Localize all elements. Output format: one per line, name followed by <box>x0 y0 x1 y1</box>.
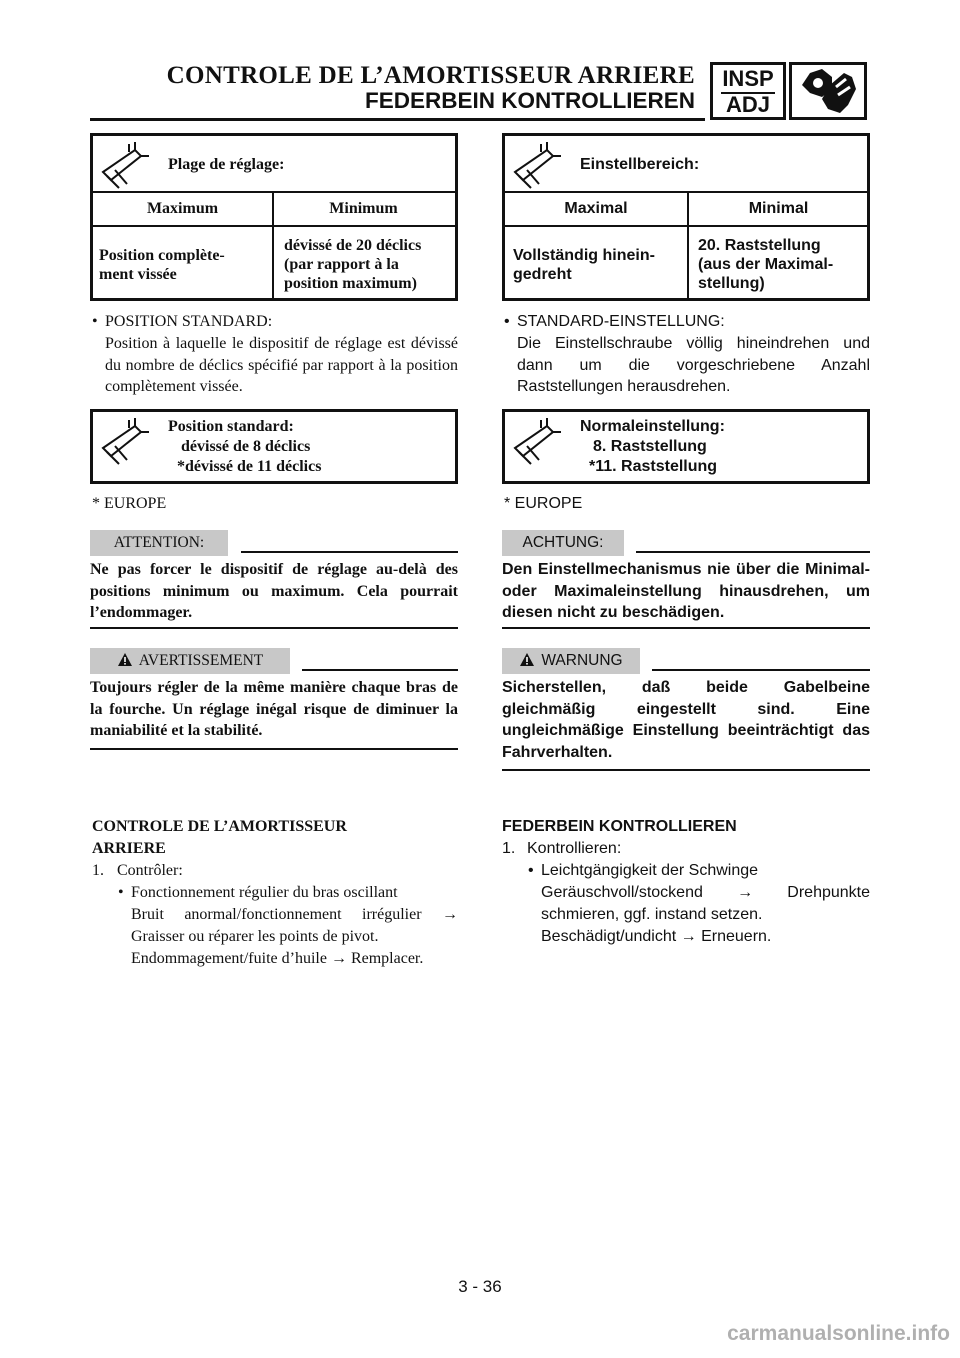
warning-label-fr <box>90 648 290 674</box>
max-value-de: Vollständig hinein- gedreht <box>513 247 655 283</box>
warning-icon <box>519 652 535 667</box>
min-value-de: 20. Raststellung (aus der Maximal- stellung) <box>698 237 834 292</box>
step-label-fr: Contrôler: <box>117 862 183 879</box>
step-num-fr: 1. <box>92 862 104 879</box>
item-line2-fr: Bruit anormal/fonctionnement irrégulier → <box>131 906 458 923</box>
caliper-icon <box>99 142 153 192</box>
col-max-fr: Maximum <box>146 200 219 217</box>
badge-line-insp: INSP <box>722 66 774 91</box>
standard-bullet-fr: • <box>92 313 98 330</box>
standard-box-title-de: Normaleinstellung: <box>580 418 725 435</box>
warning-label-de-text: WARNUNG <box>541 652 623 669</box>
badge-line-adj: ADJ <box>725 92 770 117</box>
spec-title-de: Einstellbereich: <box>580 156 700 173</box>
item-line2-de: Geräuschvoll/stockend → Drehpunkte <box>541 884 870 901</box>
item-head-fr: Fonctionnement régulier du bras oscillant <box>131 884 398 901</box>
col-max-de: Maximal <box>564 200 628 217</box>
standard-box-fr <box>90 409 458 484</box>
page-title-de: FEDERBEIN KONTROLLIEREN <box>364 88 695 113</box>
item-line4-fr: Endommagement/fuite d’huile → Remplacer. <box>131 950 424 967</box>
page-title-fr: CONTROLE DE L’AMORTISSEUR ARRIERE <box>166 62 695 89</box>
standard-box-line2-fr: *dévissé de 11 déclics <box>177 458 322 475</box>
page-number: 3 - 36 <box>458 1277 502 1296</box>
standard-bullet-de: • <box>504 313 510 330</box>
section-title-fr-2: ARRIERE <box>92 840 166 857</box>
warning-icon <box>117 652 133 667</box>
standard-text-fr: Position à laquelle le dispositif de réglage est dévissé du nombre de déclics spécifié par rapport à la position complètement vissée. <box>105 335 458 396</box>
europe-note-fr: * EUROPE <box>92 495 167 512</box>
min-value-fr: dévissé de 20 déclics (par rapport à la position maximum) <box>284 237 422 292</box>
item-line4-de: Beschädigt/undicht → Erneuern. <box>541 928 772 945</box>
section-title-de: FEDERBEIN KONTROLLIEREN <box>502 818 737 835</box>
step-label-de: Kontrollieren: <box>527 840 622 857</box>
caution-text-fr: Ne pas forcer le dispositif de réglage au-delà des positions minimum ou maximum. Cela pourrait l’endommager. <box>90 561 458 621</box>
caution-label-de: ACHTUNG: <box>502 530 624 556</box>
item-bullet-de: • <box>528 862 534 879</box>
col-min-fr: Minimum <box>329 200 398 217</box>
max-value-fr: Position complète- ment vissée <box>99 247 225 283</box>
col-min-de: Minimal <box>748 200 809 217</box>
standard-box-title-fr: Position standard: <box>168 418 294 435</box>
standard-box-line1-fr: dévissé de 8 déclics <box>181 438 311 455</box>
item-line3-fr: Graisser ou réparer les points de pivot. <box>131 928 379 945</box>
item-line3-de: schmieren, ggf. instand setzen. <box>541 906 763 923</box>
insp-adj-badge <box>710 62 786 120</box>
caution-label-fr: ATTENTION: <box>90 530 228 556</box>
warning-text-fr: Toujours régler de la même manière chaque bras de la fourche. Un réglage inégal risque de diminuer la maniabilité et la stabilité. <box>90 679 458 739</box>
standard-box-de <box>502 409 870 484</box>
watermark: carmanualsonline.info <box>727 1322 950 1345</box>
warning-label-de <box>502 648 640 674</box>
warning-text-de: Sicherstellen, daß beide Gabelbeine gleichmäßig eingestellt sind. Eine ungleichmäßige Einstellung beeinträchtigt das Fahrverhalten. <box>502 679 870 761</box>
standard-box-line1-de: 8. Raststellung <box>593 438 707 455</box>
header-rule <box>90 118 705 121</box>
warning-label-fr-text: AVERTISSEMENT <box>138 652 264 669</box>
caution-text-de: Den Einstellmechanismus nie über die Minimal- oder Maximaleinstellung hinausdrehen, um diesen nicht zu beschädigen. <box>502 561 870 621</box>
standard-box-line2-de: *11. Raststellung <box>589 458 718 475</box>
item-bullet-fr: • <box>118 884 124 901</box>
caliper-icon <box>99 418 153 468</box>
spec-table-fr <box>90 133 458 301</box>
wrench-icon <box>789 62 867 120</box>
standard-head-de: STANDARD-EINSTELLUNG: <box>517 313 725 330</box>
standard-head-fr: POSITION STANDARD: <box>105 313 273 330</box>
caliper-icon <box>511 418 565 468</box>
spec-table-de <box>502 133 870 301</box>
standard-text-de: Die Einstellschraube völlig hineindrehen und dann um die vorgeschriebene Anzahl Raststellungen herausdrehen. <box>517 335 870 396</box>
caliper-icon <box>511 142 565 192</box>
europe-note-de: * EUROPE <box>504 495 583 512</box>
section-title-fr-1: CONTROLE DE L’AMORTISSEUR <box>92 818 347 835</box>
spec-title-fr: Plage de réglage: <box>168 156 285 173</box>
item-head-de: Leichtgängigkeit der Schwinge <box>541 862 759 879</box>
step-num-de: 1. <box>502 840 516 857</box>
